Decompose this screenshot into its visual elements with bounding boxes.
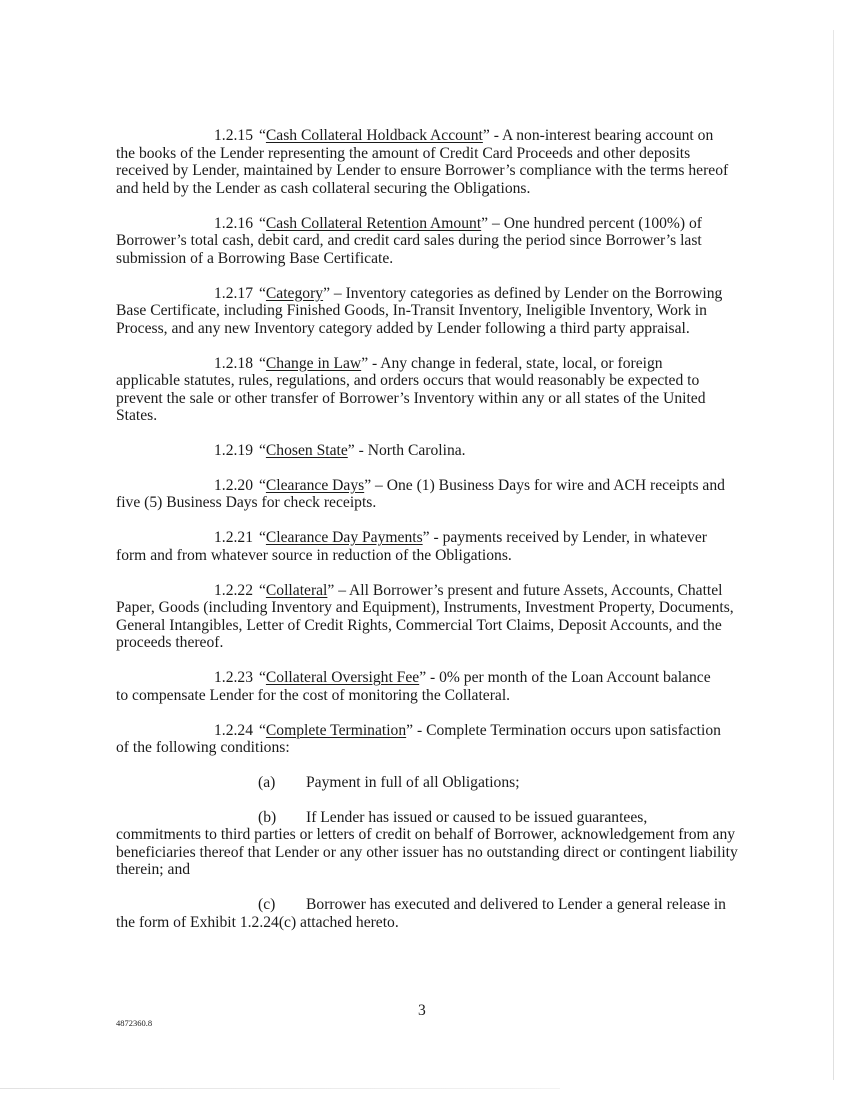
definition-first-line: 1.2.21 “Clearance Day Payments” - payments received by Lender, in whatever bbox=[214, 529, 707, 547]
condition-item bbox=[116, 809, 738, 879]
definition-paragraph bbox=[116, 582, 738, 652]
definition-text-start: All Borrower’s present and future Assets, Accounts, Chattel bbox=[349, 581, 723, 599]
defined-term: Cash Collateral Holdback Account bbox=[265, 127, 483, 144]
definition-first-line: 1.2.22 “Collateral” – All Borrower’s present and future Assets, Accounts, Chattel bbox=[214, 581, 723, 599]
definition-text: Borrower’s total cash, debit card, and credit card sales during the period since Borrower’s last submission of a Borrowing Base Certificate. bbox=[116, 232, 702, 267]
definition-paragraph bbox=[116, 127, 738, 197]
definition-number: 1.2.16 bbox=[214, 214, 253, 232]
definition-text: to compensate Lender for the cost of monitoring the Collateral. bbox=[116, 686, 511, 704]
definition-paragraph bbox=[116, 477, 738, 512]
definition-first-line: 1.2.20 “Clearance Days” – One (1) Business Days for wire and ACH receipts and bbox=[214, 476, 725, 494]
definition-first-line: 1.2.16 “Cash Collateral Retention Amount” – One hundred percent (100%) of bbox=[214, 214, 702, 232]
definition-text: applicable statutes, rules, regulations, and orders occurs that would reasonably be expected to prevent the sale or other transfer of Borrower’s Inventory within any or all states of the United States. bbox=[116, 372, 706, 425]
definition-separator: - bbox=[426, 669, 440, 687]
defined-term: Chosen State bbox=[265, 442, 348, 460]
condition-label: (a) bbox=[258, 773, 276, 791]
condition-label: (b) bbox=[258, 808, 277, 826]
definition-separator: - bbox=[368, 354, 381, 372]
definition-first-line: 1.2.15 “Cash Collateral Holdback Account” - A non-interest bearing account on bbox=[214, 127, 714, 144]
definition-number: 1.2.22 bbox=[214, 581, 253, 599]
definition-text-start: One hundred percent (100%) of bbox=[503, 214, 702, 232]
defined-term: Complete Termination bbox=[265, 721, 407, 739]
document-body bbox=[116, 127, 738, 949]
definition-separator: - bbox=[489, 127, 502, 144]
definition-text-start: A non-interest bearing account on bbox=[501, 127, 714, 144]
condition-first-line bbox=[116, 896, 738, 914]
condition-text-start: If Lender has issued or caused to be issued guarantees, bbox=[306, 808, 648, 826]
definition-text-start: Inventory categories as defined by Lender on the Borrowing bbox=[345, 284, 723, 302]
definition-number: 1.2.24 bbox=[214, 721, 253, 739]
definition-first-line: 1.2.24 “Complete Termination” - Complete Termination occurs upon satisfaction bbox=[214, 721, 721, 739]
definition-text-start: payments received by Lender, in whatever bbox=[442, 529, 707, 547]
definition-first-line: 1.2.23 “Collateral Oversight Fee” - 0% per month of the Loan Account balance bbox=[214, 669, 711, 687]
definition-number: 1.2.17 bbox=[214, 284, 253, 302]
definition-paragraph bbox=[116, 442, 738, 460]
definition-text: Paper, Goods (including Inventory and Equipment), Instruments, Investment Property, Documents, General Intangibles, Letter of Credit Rights, Commercial Tort Claims, Deposit Accounts, and the proceeds thereof. bbox=[116, 599, 734, 652]
definition-paragraph bbox=[116, 285, 738, 338]
definition-text-start: Complete Termination occurs upon satisfaction bbox=[426, 721, 721, 739]
scan-artifact-right bbox=[833, 30, 834, 1080]
condition-label: (c) bbox=[258, 896, 276, 914]
defined-term: Collateral bbox=[265, 581, 328, 599]
definition-paragraph bbox=[116, 215, 738, 268]
definition-number: 1.2.19 bbox=[214, 442, 253, 460]
definition-paragraph bbox=[116, 355, 738, 425]
definition-first-line: 1.2.18 “Change in Law” - Any change in federal, state, local, or foreign bbox=[214, 354, 663, 372]
condition-text-start: Borrower has executed and delivered to Lender a general release in bbox=[306, 896, 726, 914]
definition-text-start: North Carolina. bbox=[367, 442, 466, 460]
condition-item bbox=[116, 896, 738, 931]
definition-first-line: 1.2.19 “Chosen State” - North Carolina. bbox=[214, 442, 466, 460]
document-id: 4872360.8 bbox=[116, 1018, 153, 1028]
scan-artifact-bottom bbox=[0, 1088, 560, 1089]
condition-first-line bbox=[116, 809, 738, 827]
definition-text: the books of the Lender representing the amount of Credit Card Proceeds and other deposits received by Lender, maintained by Lender to ensure Borrower’s compliance with the terms hereof and held by the Lender as cash collateral securing the Obligations. bbox=[116, 144, 729, 197]
definition-separator: - bbox=[429, 529, 443, 547]
condition-first-line bbox=[116, 774, 738, 792]
condition-item bbox=[116, 774, 738, 792]
definition-text: of the following conditions: bbox=[116, 739, 290, 757]
definition-text-start: Any change in federal, state, local, or foreign bbox=[380, 354, 663, 372]
definition-number: 1.2.21 bbox=[214, 529, 253, 547]
definition-separator: – bbox=[371, 476, 387, 494]
definition-number: 1.2.23 bbox=[214, 669, 253, 687]
defined-term: Clearance Day Payments bbox=[265, 529, 423, 547]
defined-term: Collateral Oversight Fee bbox=[265, 669, 420, 687]
definition-text-start: 0% per month of the Loan Account balance bbox=[439, 669, 711, 687]
definition-paragraph bbox=[116, 529, 738, 564]
definition-first-line: 1.2.17 “Category” – Inventory categories as defined by Lender on the Borrowing bbox=[214, 284, 723, 302]
defined-term: Cash Collateral Retention Amount bbox=[265, 214, 482, 232]
definition-separator: – bbox=[488, 214, 504, 232]
condition-text-start: Payment in full of all Obligations; bbox=[306, 773, 520, 791]
definition-text: Base Certificate, including Finished Goods, In-Transit Inventory, Ineligible Inventory, Work in Process, and any new Inventory category added by Lender following a third party appraisal. bbox=[116, 302, 707, 337]
condition-text: the form of Exhibit 1.2.24(c) attached hereto. bbox=[116, 913, 399, 931]
definition-number: 1.2.20 bbox=[214, 476, 253, 494]
page-number: 3 bbox=[418, 1002, 426, 1019]
defined-term: Clearance Days bbox=[265, 476, 365, 494]
definition-text: five (5) Business Days for check receipts. bbox=[116, 494, 377, 512]
condition-text: commitments to third parties or letters of credit on behalf of Borrower, acknowledgement from any beneficiaries thereof that Lender or any other issuer has no outstanding direct or contingent liability therein; and bbox=[116, 826, 738, 879]
definition-number: 1.2.15 bbox=[214, 127, 253, 144]
definition-text: form and from whatever source in reduction of the Obligations. bbox=[116, 546, 512, 564]
definition-separator: - bbox=[354, 442, 368, 460]
definition-separator: - bbox=[413, 721, 427, 739]
definition-number: 1.2.18 bbox=[214, 354, 253, 372]
definition-paragraph bbox=[116, 669, 738, 704]
defined-term: Category bbox=[265, 284, 324, 302]
definition-paragraph bbox=[116, 722, 738, 757]
definition-separator: – bbox=[334, 581, 350, 599]
definition-separator: – bbox=[330, 284, 346, 302]
defined-term: Change in Law bbox=[265, 354, 362, 372]
definition-text-start: One (1) Business Days for wire and ACH receipts and bbox=[386, 476, 725, 494]
